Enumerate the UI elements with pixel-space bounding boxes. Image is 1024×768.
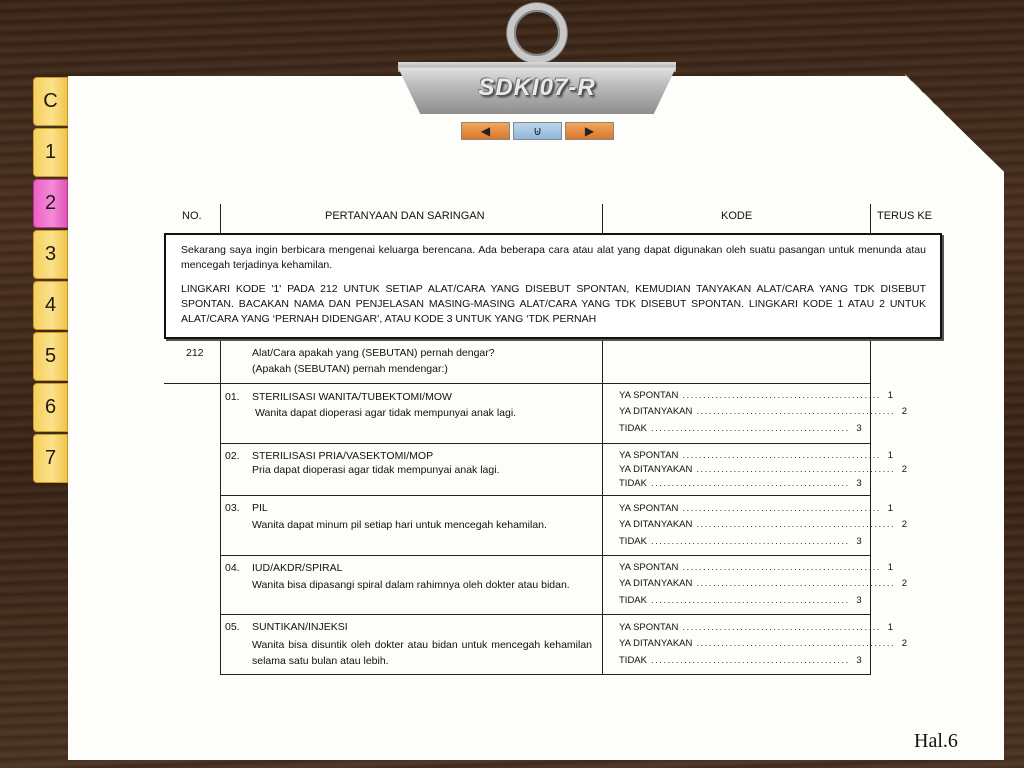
option-label: YA SPONTAN xyxy=(619,562,679,573)
option-label: YA DITANYAKAN xyxy=(619,464,693,475)
item-number: 02. xyxy=(225,450,240,462)
option-row: YA DITANYAKAN ................................................ 2 xyxy=(619,578,908,589)
divider xyxy=(220,204,221,233)
option-label: TIDAK xyxy=(619,478,647,489)
option-row: YA DITANYAKAN ................................................ 2 xyxy=(619,638,908,649)
divider xyxy=(602,339,603,675)
option-label: YA SPONTAN xyxy=(619,390,679,401)
option-code: 1 xyxy=(887,503,894,514)
option-code: 1 xyxy=(887,390,894,401)
divider xyxy=(220,443,871,444)
item-description: Wanita dapat minum pil setiap hari untuk mencegah kehamilan. xyxy=(252,519,547,531)
option-label: YA DITANYAKAN xyxy=(619,638,693,649)
item-description: Wanita bisa dipasangi spiral dalam rahimnya oleh dokter atau bidan. xyxy=(252,579,570,591)
option-row: TIDAK ................................................ 3 xyxy=(619,536,862,547)
option-label: YA SPONTAN xyxy=(619,622,679,633)
item-title: STERILISASI PRIA/VASEKTOMI/MOP xyxy=(252,450,434,462)
option-row: YA SPONTAN ................................................ 1 xyxy=(619,503,894,514)
tab-5[interactable]: 5 xyxy=(33,332,68,381)
option-code: 2 xyxy=(901,464,908,475)
option-label: YA DITANYAKAN xyxy=(619,519,693,530)
divider xyxy=(220,495,871,496)
question-line-2: (Apakah (SEBUTAN) pernah mendengar:) xyxy=(252,363,448,375)
col-header-question: PERTANYAAN DAN SARINGAN xyxy=(325,210,485,222)
option-label: YA DITANYAKAN xyxy=(619,406,693,417)
return-icon: ⊍ xyxy=(533,124,542,138)
tab-2[interactable]: 2 xyxy=(33,179,68,228)
col-header-skip: TERUS KE xyxy=(877,210,933,222)
page-number: Hal.6 xyxy=(914,730,958,752)
item-title: PIL xyxy=(252,502,268,514)
arrow-right-icon: ▶ xyxy=(584,124,595,138)
option-code: 1 xyxy=(887,562,894,573)
option-row: YA DITANYAKAN ................................................ 2 xyxy=(619,464,908,475)
item-title: STERILISASI WANITA/TUBEKTOMI/MOW xyxy=(252,391,452,403)
divider xyxy=(220,674,871,675)
option-label: YA SPONTAN xyxy=(619,503,679,514)
col-header-no: NO. xyxy=(182,210,202,222)
option-code: 2 xyxy=(901,406,908,417)
intro-text: Sekarang saya ingin berbicara mengenai keluarga berencana. Ada beberapa cara atau alat yang dapat digunakan oleh suatu pasangan untuk menunda atau mencegah terjadinya kehamilan. xyxy=(181,244,926,271)
tab-1[interactable]: 1 xyxy=(33,128,68,177)
tab-c[interactable]: C xyxy=(33,77,68,126)
tab-7[interactable]: 7 xyxy=(33,434,68,483)
item-number: 04. xyxy=(225,562,240,574)
item-description: Wanita bisa disuntik oleh dokter atau bidan untuk mencegah kehamilan selama satu bulan atau lebih. xyxy=(252,639,592,667)
question-line-1: Alat/Cara apakah yang (SEBUTAN) pernah dengar? xyxy=(252,347,495,359)
item-number: 03. xyxy=(225,502,240,514)
option-row: TIDAK ................................................ 3 xyxy=(619,423,862,434)
option-row: YA SPONTAN ................................................ 1 xyxy=(619,562,894,573)
option-row: YA DITANYAKAN ................................................ 2 xyxy=(619,519,908,530)
item-title: IUD/AKDR/SPIRAL xyxy=(252,562,343,574)
option-label: YA DITANYAKAN xyxy=(619,578,693,589)
question-number: 212 xyxy=(186,347,204,359)
option-label: TIDAK xyxy=(619,595,647,606)
instruction-box xyxy=(164,233,942,339)
divider xyxy=(220,339,221,675)
col-header-code: KODE xyxy=(721,210,753,222)
option-label: TIDAK xyxy=(619,655,647,666)
item-description: Pria dapat dioperasi agar tidak mempunyai anak lagi. xyxy=(252,464,500,476)
tab-6[interactable]: 6 xyxy=(33,383,68,432)
option-row: YA SPONTAN ................................................ 1 xyxy=(619,390,894,401)
option-code: 3 xyxy=(856,536,862,547)
instruction-text: LINGKARI KODE '1' PADA 212 UNTUK SETIAP ALAT/CARA YANG DISEBUT SPONTAN, KEMUDIAN TANYAKAN ALAT/CARA YANG TDK DISEBUT SPONTAN. BACAKAN NAMA DAN PENJELASAN MASING-MASING ALAT/CARA YANG TDK DISEBUT SPONTAN. LINGKARI KODE 1 ATAU 2 UNTUK ALAT/CARA YANG ‘PERNAH DIDENGAR’, ATAU KODE 3 UNTUK YANG ‘TDK PERNAH xyxy=(181,283,926,325)
option-code: 1 xyxy=(887,622,894,633)
option-label: TIDAK xyxy=(619,536,647,547)
option-row: TIDAK ................................................ 3 xyxy=(619,478,862,489)
divider xyxy=(220,555,871,556)
tab-4[interactable]: 4 xyxy=(33,281,68,330)
option-code: 3 xyxy=(856,478,862,489)
option-label: TIDAK xyxy=(619,423,647,434)
option-code: 3 xyxy=(856,595,862,606)
divider xyxy=(602,204,603,233)
option-code: 3 xyxy=(856,655,862,666)
divider xyxy=(220,614,871,615)
item-description: Wanita dapat dioperasi agar tidak mempunyai anak lagi. xyxy=(255,407,517,419)
item-number: 01. xyxy=(225,391,240,403)
option-code: 3 xyxy=(856,423,862,434)
option-row: YA SPONTAN ................................................ 1 xyxy=(619,622,894,633)
option-code: 2 xyxy=(901,578,908,589)
arrow-left-icon: ◀ xyxy=(480,124,491,138)
option-row: YA SPONTAN ................................................ 1 xyxy=(619,450,894,461)
divider xyxy=(870,204,871,233)
item-number: 05. xyxy=(225,621,240,633)
divider xyxy=(164,383,871,384)
option-row: TIDAK ................................................ 3 xyxy=(619,655,862,666)
item-title: SUNTIKAN/INJEKSI xyxy=(252,621,348,633)
option-code: 2 xyxy=(901,519,908,530)
option-code: 1 xyxy=(887,450,894,461)
option-row: YA DITANYAKAN ................................................ 2 xyxy=(619,406,908,417)
option-row: TIDAK ................................................ 3 xyxy=(619,595,862,606)
option-label: YA SPONTAN xyxy=(619,450,679,461)
clip-title: SDKI07-R xyxy=(478,74,596,101)
tab-3[interactable]: 3 xyxy=(33,230,68,279)
option-code: 2 xyxy=(901,638,908,649)
